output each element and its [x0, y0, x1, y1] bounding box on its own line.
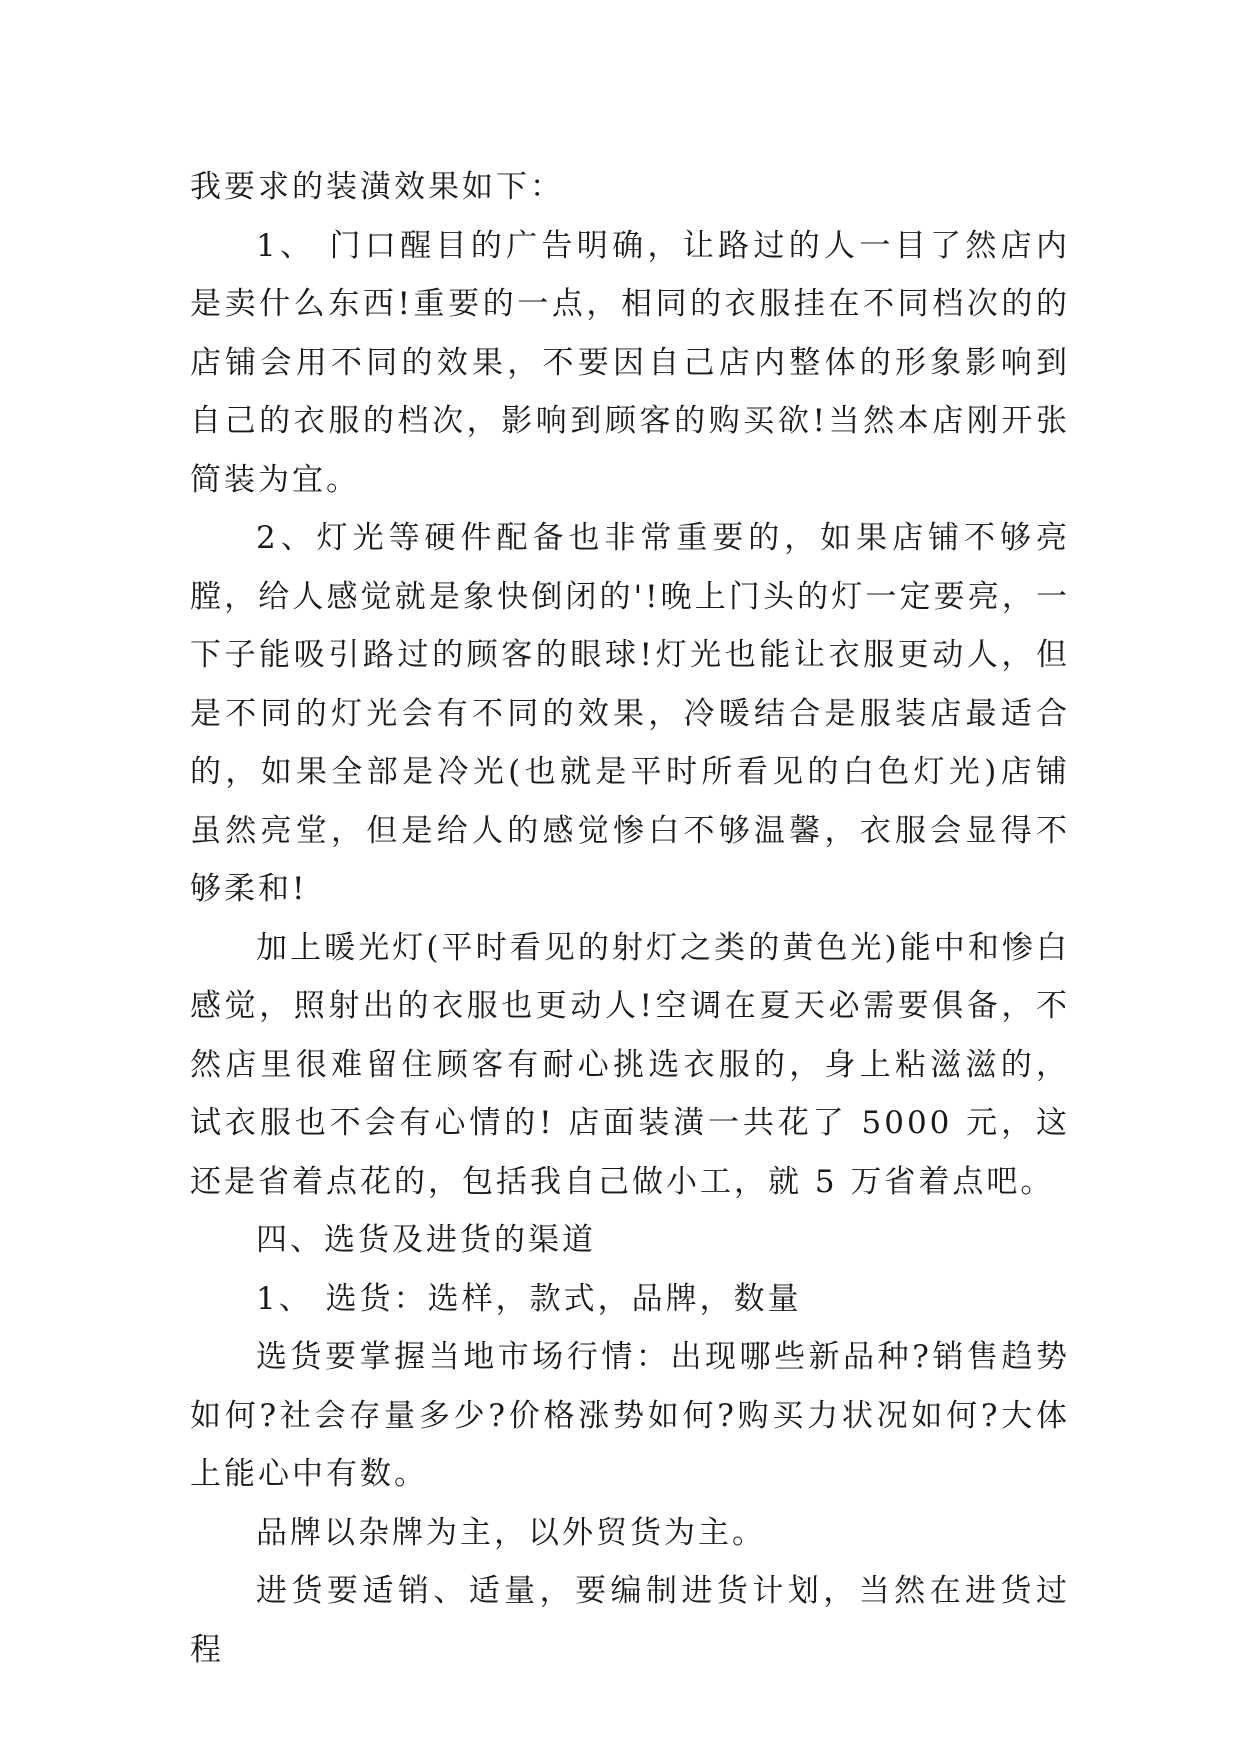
paragraph-lighting: 2、灯光等硬件配备也非常重要的，如果店铺不够亮膛，给人感觉就是象快倒闭的'!晚上门头的灯一定要亮，一下子能吸引路过的顾客的眼球!灯光也能让衣服更动人，但是不同的灯光会有不同的效果，冷暖结合是服装店最适合的，如果全部是冷光(也就是平时所看见的白色灯光)店铺虽然亮堂，但是给人的感觉惨白不够温馨，衣服会显得不够柔和! [190, 520, 1070, 907]
paragraph-warm-light: 加上暖光灯(平时看见的射灯之类的黄色光)能中和惨白感觉，照射出的衣服也更动人!空调在夏天必需要俱备，不然店里很难留住顾客有耐心挑选衣服的，身上粘滋滋的，试衣服也不会有心情的! 店面装潢一共花了 5000 元，这还是省着点花的，包括我自己做小工，就 5 万省着点吧。 [190, 929, 1070, 1200]
paragraph-market-research: 选货要掌握当地市场行情：出现哪些新品种?销售趋势如何?社会存量多少?价格涨势如何?购买力状况如何?大体上能心中有数。 [190, 1339, 1070, 1492]
section-heading-purchasing: 四、选货及进货的渠道 [256, 1222, 596, 1258]
paragraph-signage: 1、 门口醒目的广告明确，让路过的人一目了然店内是卖什么东西!重要的一点，相同的衣服挂在不同档次的的店铺会用不同的效果，不要因自己店内整体的形象影响到自己的衣服的档次，影响到顾客的购买欲!当然本店刚开张简装为宜。 [190, 227, 1070, 498]
document-body [190, 158, 1070, 1679]
paragraph-brand: 品牌以杂牌为主，以外贸货为主。 [256, 1514, 766, 1551]
paragraph-purchase-plan: 进货要适销、适量，要编制进货计划，当然在进货过程 [190, 1573, 1070, 1668]
paragraph-decoration-intro: 我要求的装潢效果如下： [190, 169, 564, 205]
subheading-selection: 1、 选货：选样，款式，品牌，数量 [256, 1280, 802, 1317]
